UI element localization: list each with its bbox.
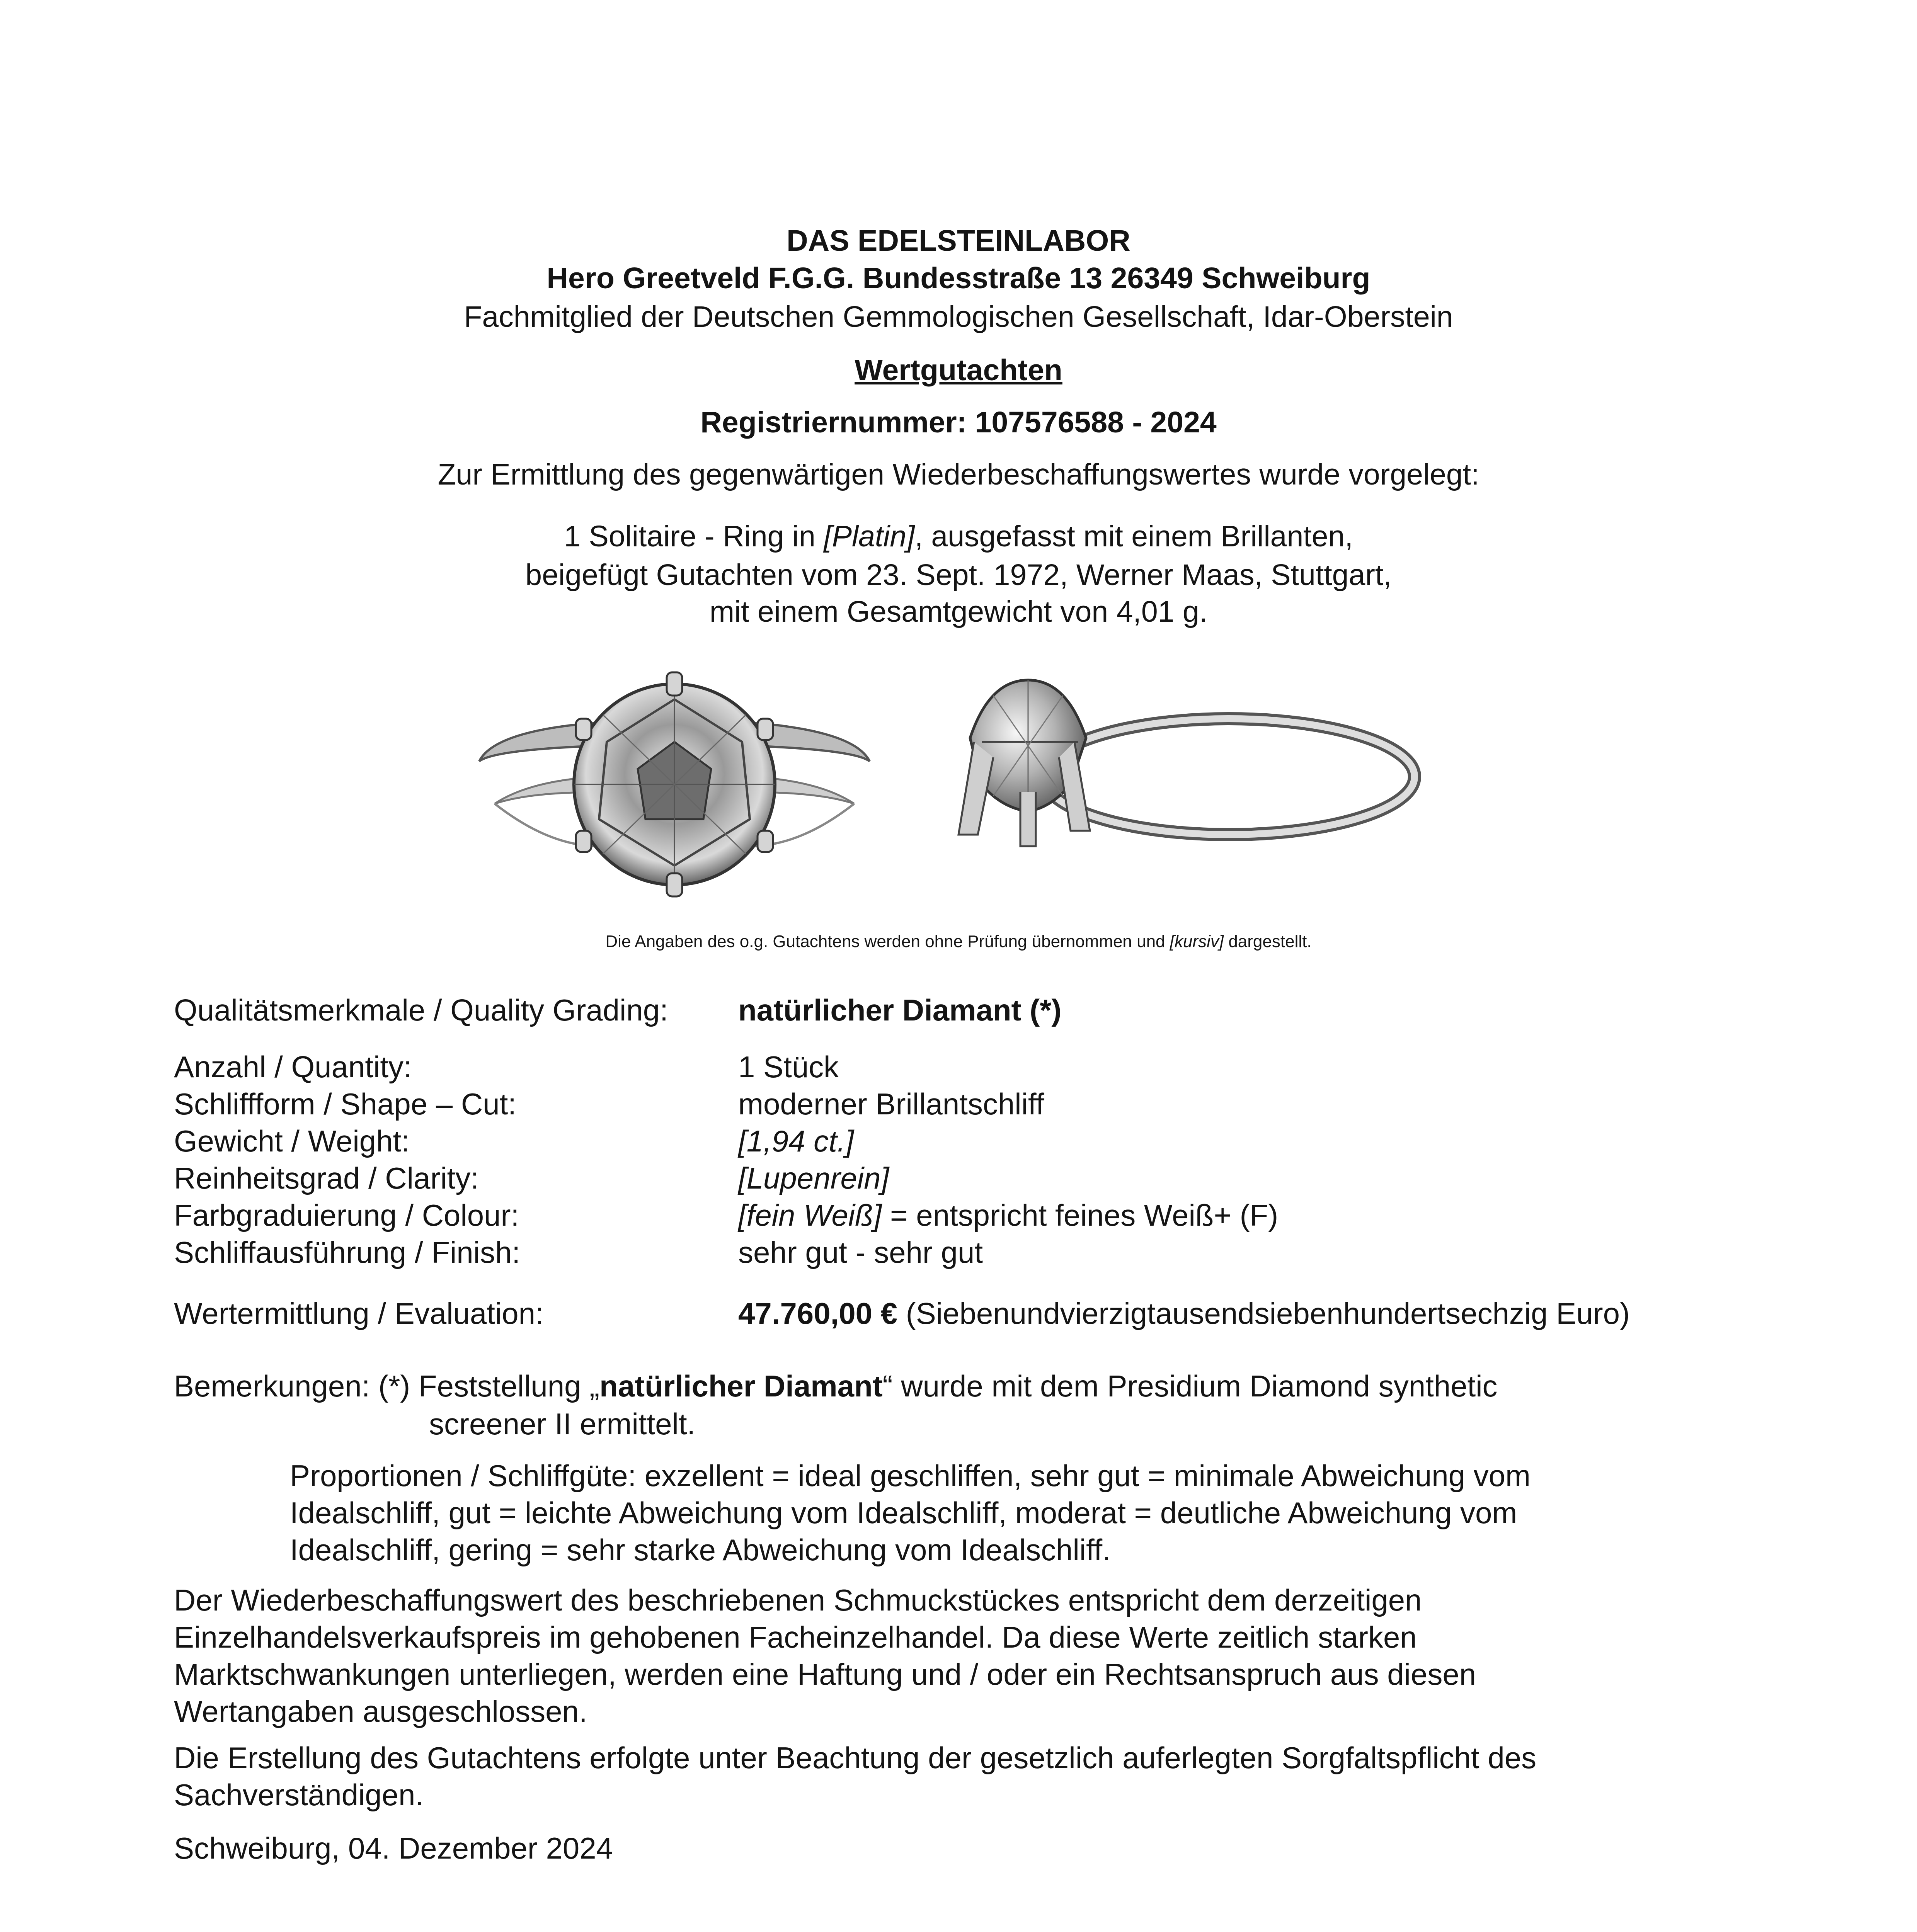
document-title-text: Wertgutachten xyxy=(855,354,1062,387)
remarks-prefix: Bemerkungen: (*) Feststellung „ xyxy=(174,1369,600,1403)
clarity-value: [Lupenrein] xyxy=(738,1161,889,1195)
colour-value-equivalent: = entspricht feines Weiß+ (F) xyxy=(882,1198,1279,1232)
disclaimer-line-4: Wertangaben ausgeschlossen. xyxy=(174,1694,587,1728)
evaluation-label: Wertermittlung / Evaluation: xyxy=(174,1296,544,1330)
photo-note xyxy=(0,931,1917,952)
item-line-2: beigefügt Gutachten vom 23. Sept. 1972, Werner Maas, Stuttgart, xyxy=(525,558,1392,592)
disclaimer-line-2: Einzelhandelsverkaufspreis im gehobenen Facheinzelhandel. Da diese Werte zeitlich starken xyxy=(174,1620,1417,1654)
colour-value xyxy=(738,1196,1278,1234)
finish-label: Schliffausführung / Finish: xyxy=(174,1235,521,1269)
intro-text: Zur Ermittlung des gegenwärtigen Wiederbeschaffungswertes wurde vorgelegt: xyxy=(438,458,1479,491)
remarks-line-1 xyxy=(174,1367,1498,1405)
disclaimer-line-3: Marktschwankungen unterliegen, werden eine Haftung und / oder ein Rechtsanspruch aus diesen xyxy=(174,1657,1476,1691)
finish-value: sehr gut - sehr gut xyxy=(738,1235,983,1269)
item-line-1-a: 1 Solitaire - Ring in xyxy=(564,520,824,553)
ring-front-photo xyxy=(472,665,877,904)
registration-number: Registriernummer: 107576588 - 2024 xyxy=(700,406,1217,439)
care-line-2: Sachverständigen. xyxy=(174,1778,424,1812)
evaluation-words: (Siebenundvierzigtausendsiebenhundertsechzig Euro) xyxy=(897,1296,1630,1330)
disclaimer-line-1: Der Wiederbeschaffungswert des beschriebenen Schmuckstückes entspricht dem derzeitigen xyxy=(174,1583,1422,1617)
item-line-1-b: , ausgefasst mit einem Brillanten, xyxy=(914,520,1353,553)
proportions-line-1: Proportionen / Schliffgüte: exzellent = ideal geschliffen, sehr gut = minimale Abweichung vom xyxy=(290,1459,1531,1493)
photo-note-italic: [kursiv] xyxy=(1170,932,1224,951)
document-title xyxy=(0,352,1917,389)
weight-value: [1,94 ct.] xyxy=(738,1124,854,1158)
quantity-value: 1 Stück xyxy=(738,1050,839,1084)
item-line-1 xyxy=(0,518,1917,555)
remarks-line-2: screener II ermittelt. xyxy=(429,1407,696,1441)
photo-note-a: Die Angaben des o.g. Gutachtens werden ohne Prüfung übernommen und xyxy=(605,932,1170,951)
clarity-label: Reinheitsgrad / Clarity: xyxy=(174,1161,479,1195)
quality-label: Qualitätsmerkmale / Quality Grading: xyxy=(174,993,668,1027)
membership-line: Fachmitglied der Deutschen Gemmologischen Gesellschaft, Idar-Oberstein xyxy=(464,300,1453,333)
lab-name: DAS EDELSTEINLABOR xyxy=(787,224,1130,257)
proportions-line-2: Idealschliff, gut = leichte Abweichung vom Idealschliff, moderat = deutliche Abweichung vom xyxy=(290,1496,1517,1530)
remarks-bold: natürlicher Diamant xyxy=(599,1369,883,1403)
colour-value-original: [fein Weiß] xyxy=(738,1198,882,1232)
care-line-1: Die Erstellung des Gutachtens erfolgte unter Beachtung der gesetzlich auferlegten Sorgfaltspflicht des xyxy=(174,1741,1537,1775)
ring-side-photo xyxy=(935,665,1430,881)
weight-label: Gewicht / Weight: xyxy=(174,1124,410,1158)
remarks-suffix: “ wurde mit dem Presidium Diamond synthetic xyxy=(882,1369,1498,1403)
place-date: Schweiburg, 04. Dezember 2024 xyxy=(174,1831,613,1865)
quantity-label: Anzahl / Quantity: xyxy=(174,1050,412,1084)
proportions-line-3: Idealschliff, gering = sehr starke Abweichung vom Idealschliff. xyxy=(290,1533,1111,1567)
shape-value: moderner Brillantschliff xyxy=(738,1087,1044,1121)
evaluation-value xyxy=(738,1294,1630,1332)
photo-note-b: dargestellt. xyxy=(1224,932,1312,951)
item-line-3: mit einem Gesamtgewicht von 4,01 g. xyxy=(709,595,1208,628)
evaluation-amount: 47.760,00 € xyxy=(738,1296,898,1330)
address-line: Hero Greetveld F.G.G. Bundesstraße 13 26349 Schweiburg xyxy=(546,262,1371,295)
item-material: [Platin] xyxy=(824,520,915,553)
shape-label: Schliffform / Shape – Cut: xyxy=(174,1087,516,1121)
quality-value: natürlicher Diamant (*) xyxy=(738,993,1062,1027)
colour-label: Farbgraduierung / Colour: xyxy=(174,1198,519,1232)
